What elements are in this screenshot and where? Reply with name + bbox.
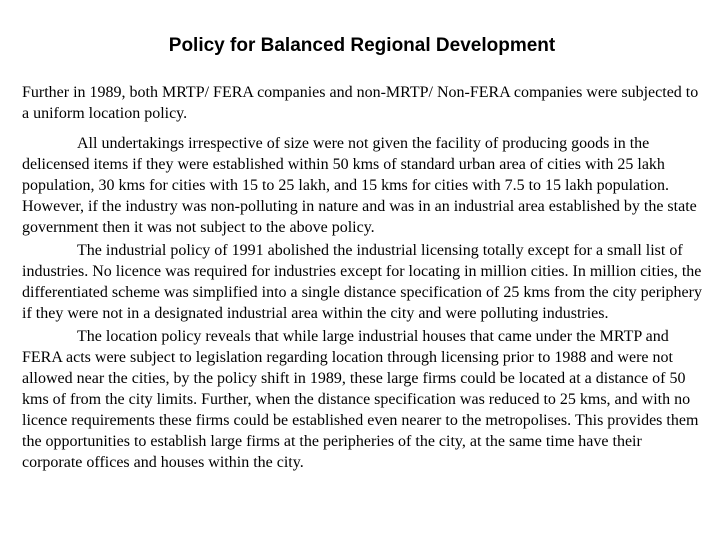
paragraph: Further in 1989, both MRTP/ FERA companies and non-MRTP/ Non-FERA companies were subjected to a uniform location policy. xyxy=(22,84,699,122)
page-title: Policy for Balanced Regional Development xyxy=(168,35,556,56)
document-body xyxy=(22,82,702,473)
paragraph: The industrial policy of 1991 abolished the industrial licensing totally except for a small list of industries. No licence was required for industries except for locating in million cities. In million cities, the differentiated scheme was simplified into a single distance specification of 25 kms from the city periphery if they were not in a designated industrial area within the city and were polluting industries. xyxy=(22,242,702,322)
paragraph: The location policy reveals that while large industrial houses that came under the MRTP and FERA acts were subject to legislation regarding location through licensing prior to 1988 and were not allowed near the cities, by the policy shift in 1989, these large firms could be located at a distance of 50 kms of from the city limits. Further, when the distance specification was reduced to 25 kms, and with no licence requirements these firms could be established even nearer to the metropolises. This provides them the opportunities to establish large firms at the peripheries of the city, at the same time have their corporate offices and houses within the city. xyxy=(22,328,699,471)
paragraph: All undertakings irrespective of size were not given the facility of producing goods in the delicensed items if they were established within 50 kms of standard urban area of cities with 25 lakh population, 30 kms for cities with 15 to 25 lakh, and 15 kms for cities with 7.5 to 15 lakh population. However, if the industry was non-polluting in nature and was in an industrial area established by the state government then it was not subject to the above policy. xyxy=(22,135,697,236)
